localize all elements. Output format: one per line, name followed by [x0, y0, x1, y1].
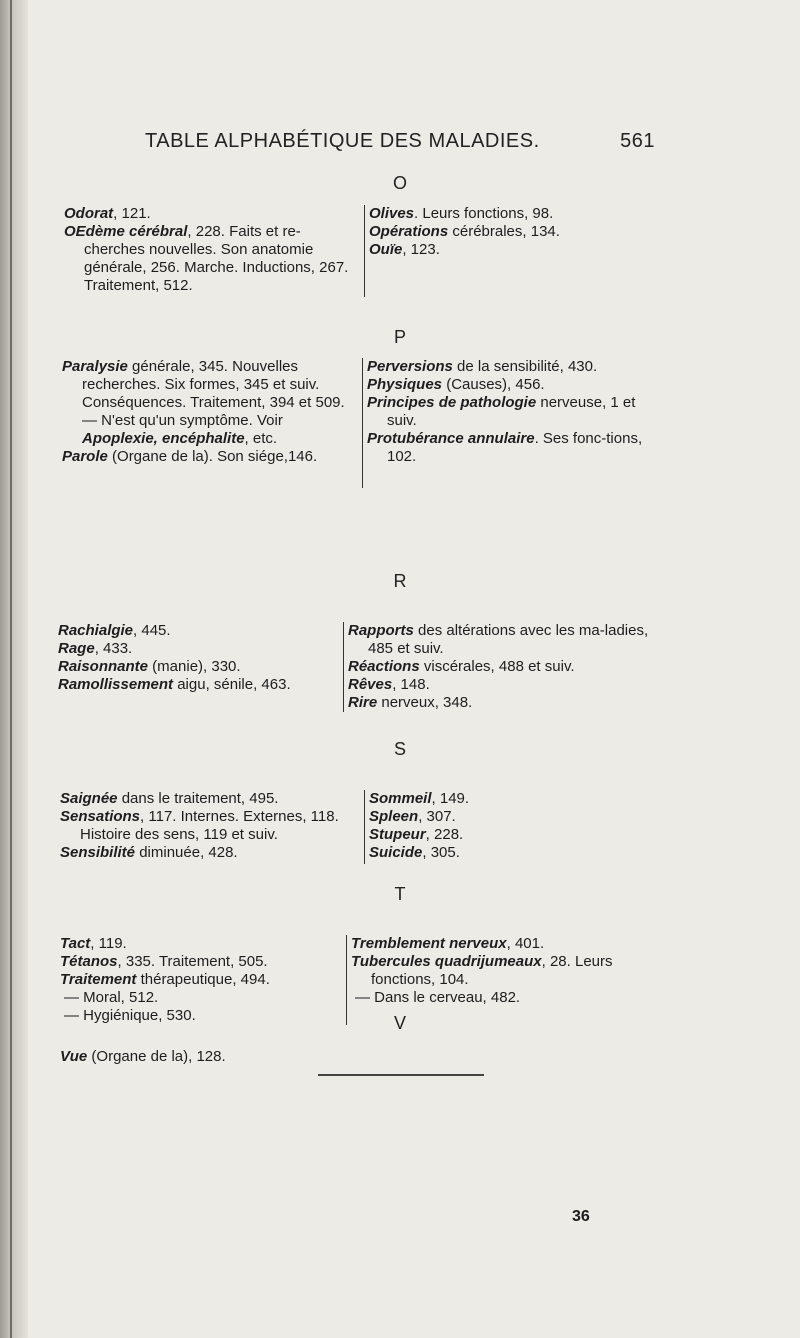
entry-text: de la sensibilité, 430. [452, 358, 598, 375]
entry-term: Sommeil [369, 790, 432, 807]
index-entry [367, 376, 669, 394]
index-entry [58, 640, 338, 658]
entry-text: (Organe de la), 128. [87, 1048, 226, 1065]
printer-signature: 36 [572, 1208, 590, 1225]
section-letter-s: S [393, 739, 406, 759]
index-entry [348, 658, 668, 676]
index-entry [348, 694, 668, 712]
index-entry [60, 790, 360, 808]
index-entry [62, 412, 358, 430]
entry-text: , 433. [94, 640, 133, 657]
entry-text: nerveuse, 1 et suiv. [387, 394, 636, 429]
index-entry [64, 205, 360, 223]
section-s-right [364, 790, 619, 864]
index-entry [351, 935, 671, 953]
index-entry [58, 622, 338, 640]
entry-term: Tact [60, 935, 91, 952]
entry-term: Saignée [60, 790, 118, 807]
index-entry [60, 844, 360, 862]
section-v-left [60, 1048, 360, 1066]
entry-term: Opérations [369, 223, 449, 240]
section-o-left [64, 205, 360, 295]
index-entry [58, 658, 338, 676]
entry-term: Ouïe [369, 241, 403, 258]
entry-term: Tétanos [60, 953, 118, 970]
index-entry [348, 676, 668, 694]
entry-term: Parole [62, 448, 108, 465]
entry-text: générale, 345. Nouvelles recherches. Six formes, 345 et suiv. Conséquences. Traitement, 394 et 509. [82, 358, 345, 411]
entry-text: . Leurs fonctions, 98. [414, 205, 554, 222]
index-entry [348, 622, 668, 658]
index-entry [64, 223, 360, 295]
entry-term: Stupeur [369, 826, 426, 843]
entry-text: viscérales, 488 et suiv. [419, 658, 575, 675]
section-letter-o: O [392, 173, 407, 193]
entry-text: . Ses fonc-tions, 102. [387, 430, 643, 465]
entry-term: Vue [60, 1048, 88, 1065]
entry-term: Raisonnante [58, 658, 149, 675]
entry-term: Sensations [60, 808, 141, 825]
binding-edge [10, 0, 12, 1338]
section-p-right [362, 358, 669, 488]
entry-text: , 335. Traitement, 505. [117, 953, 268, 970]
index-entry [369, 205, 669, 223]
entry-text: , 401. [506, 935, 545, 952]
entry-term: Odorat [64, 205, 114, 222]
entry-text: , etc. [244, 430, 278, 447]
entry-term: Rêves [348, 676, 393, 693]
entry-text: , 119. [90, 935, 127, 952]
entry-text: — Moral, 512. [64, 989, 159, 1006]
binding-shadow [0, 0, 28, 1338]
entry-term: OEdème cérébral [64, 223, 188, 240]
entry-text: , 445. [133, 622, 171, 639]
entry-term: Tubercules quadrijumeaux [351, 953, 542, 970]
entry-text: dans le traitement, 495. [117, 790, 279, 807]
entry-text: , 307. [418, 808, 456, 825]
index-entry [369, 241, 669, 259]
index-entry [351, 953, 671, 989]
entry-term: Réactions [348, 658, 420, 675]
entry-term: Principes de pathologie [367, 394, 537, 411]
page-header [145, 130, 655, 153]
entry-text: thérapeutique, 494. [136, 971, 270, 988]
section-s-left [60, 790, 360, 862]
entry-text: , 148. [392, 676, 430, 693]
index-entry [367, 430, 669, 466]
entry-term: Traitement [60, 971, 137, 988]
entry-term: Sensibilité [60, 844, 136, 861]
entry-text: , 121. [113, 205, 151, 222]
section-t-left [60, 935, 350, 1025]
footer-rule [318, 1074, 484, 1076]
entry-text: des altérations avec les ma-ladies, 485 et suiv. [368, 622, 649, 657]
section-o-right [364, 205, 669, 297]
entry-term: Tremblement nerveux [351, 935, 507, 952]
entry-term: Ramollissement [58, 676, 174, 693]
entry-text: , 123. [402, 241, 440, 258]
index-entry [367, 394, 669, 430]
entry-term: Suicide [369, 844, 423, 861]
index-entry [60, 953, 350, 971]
entry-text: — Hygiénique, 530. [64, 1007, 196, 1024]
entry-text: — N'est qu'un symptôme. Voir [82, 412, 283, 429]
entry-text: , 149. [431, 790, 470, 807]
index-entry [369, 844, 619, 862]
entry-text: nerveux, 348. [377, 694, 473, 711]
section-r-left [58, 622, 338, 694]
entry-term: Rapports [348, 622, 414, 639]
entry-term: Rage [58, 640, 95, 657]
section-letter-p: P [393, 327, 406, 347]
index-entry [62, 358, 358, 412]
page-number: 561 [620, 130, 655, 152]
index-entry [60, 808, 360, 844]
entry-term: Physiques [367, 376, 443, 393]
section-p-left [62, 358, 358, 466]
index-entry [369, 826, 619, 844]
entry-term: Olives [369, 205, 415, 222]
index-entry [369, 808, 619, 826]
entry-text: aigu, sénile, 463. [173, 676, 291, 693]
index-entry [60, 1048, 360, 1066]
entry-term: Rire [348, 694, 378, 711]
entry-term: Apoplexie, encéphalite [82, 430, 245, 447]
entry-term: Paralysie [62, 358, 128, 375]
entry-text: cérébrales, 134. [448, 223, 560, 240]
section-letter-t: T [394, 884, 406, 904]
index-entry [60, 935, 350, 953]
index-entry [369, 790, 619, 808]
entry-text: , 228. Faits et re-cherches nouvelles. Son anatomie générale, 256. Marche. Inductions, 267. Traitement, 512. [84, 223, 349, 294]
index-entry [60, 989, 350, 1007]
section-letter-r: R [393, 571, 407, 591]
section-letter-v: V [393, 1013, 406, 1033]
section-t-right [346, 935, 671, 1025]
index-entry [351, 989, 671, 1007]
entry-text: , 28. Leurs fonctions, 104. [371, 953, 613, 988]
entry-text: , 305. [422, 844, 460, 861]
index-entry [369, 223, 669, 241]
entry-text: , 228. [425, 826, 464, 843]
entry-text: (Organe de la). Son siége,146. [107, 448, 318, 465]
index-entry [367, 358, 669, 376]
page-title: TABLE ALPHABÉTIQUE DES MALADIES. [145, 130, 540, 152]
index-entry [62, 430, 358, 448]
entry-text: , 117. Internes. Externes, 118. Histoire des sens, 119 et suiv. [80, 808, 339, 843]
index-entry [62, 448, 358, 466]
entry-term: Rachialgie [58, 622, 134, 639]
entry-text: diminuée, 428. [135, 844, 238, 861]
index-entry [58, 676, 338, 694]
entry-text: (manie), 330. [148, 658, 241, 675]
entry-term: Spleen [369, 808, 419, 825]
entry-text: — Dans le cerveau, 482. [355, 989, 521, 1006]
entry-text: (Causes), 456. [442, 376, 545, 393]
entry-term: Perversions [367, 358, 453, 375]
section-r-right [343, 622, 668, 712]
entry-term: Protubérance annulaire [367, 430, 535, 447]
index-entry [60, 971, 350, 989]
